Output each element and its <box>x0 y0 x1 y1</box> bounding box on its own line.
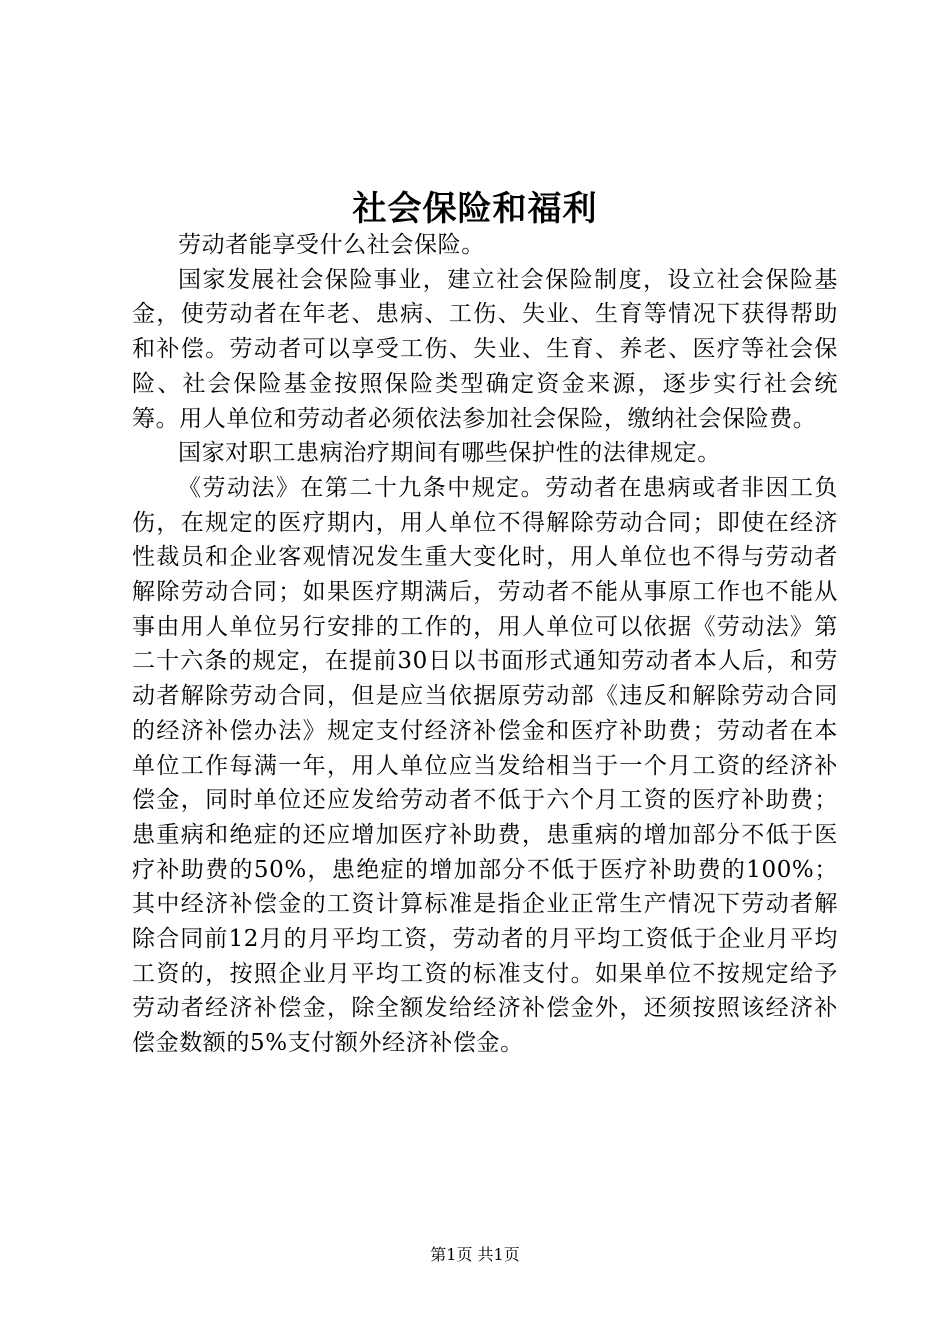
document-body <box>132 228 838 1061</box>
page-footer: 第1页 共1页 <box>430 1245 520 1264</box>
paragraph-labor-law-article-29: 《劳动法》在第二十九条中规定。劳动者在患病或者非因工负伤，在规定的医疗期内，用人单位不得解除劳动合同；即使在经济性裁员和企业客观情况发生重大变化时，用人单位也不得与劳动者解除劳动合同；如果医疗期满后，劳动者不能从事原工作也不能从事由用人单位另行安排的工作的，用人单位可以依据《劳动法》第二十六条的规定，在提前30日以书面形式通知劳动者本人后，和劳动者解除劳动合同，但是应当依据原劳动部《违反和解除劳动合同的经济补偿办法》规定支付经济补偿金和医疗补助费；劳动者在本单位工作每满一年，用人单位应当发给相当于一个月工资的经济补偿金，同时单位还应发给劳动者不低于六个月工资的医疗补助费；患重病和绝症的还应增加医疗补助费，患重病的增加部分不低于医疗补助费的50%，患绝症的增加部分不低于医疗补助费的100%；其中经济补偿金的工资计算标准是指企业正常生产情况下劳动者解除合同前12月的月平均工资，劳动者的月平均工资低于企业月平均工资的，按照企业月平均工资的标准支付。如果单位不按规定给予劳动者经济补偿金，除全额发给经济补偿金外，还须按照该经济补偿金数额的5%支付额外经济补偿金。 <box>132 474 838 1057</box>
paragraph-question-illness-protection: 国家对职工患病治疗期间有哪些保护性的法律规定。 <box>178 440 721 467</box>
paragraph-social-insurance-system: 国家发展社会保险事业，建立社会保险制度，设立社会保险基金，使劳动者在年老、患病、工伤、失业、生育等情况下获得帮助和补偿。劳动者可以享受工伤、失业、生育、养老、医疗等社会保险、社会保险基金按照保险类型确定资金来源，逐步实行社会统筹。用人单位和劳动者必须依法参加社会保险，缴纳社会保险费。 <box>132 266 838 432</box>
document-title: 社会保险和福利 <box>352 189 598 229</box>
paragraph-question-social-insurance: 劳动者能享受什么社会保险。 <box>178 232 485 258</box>
